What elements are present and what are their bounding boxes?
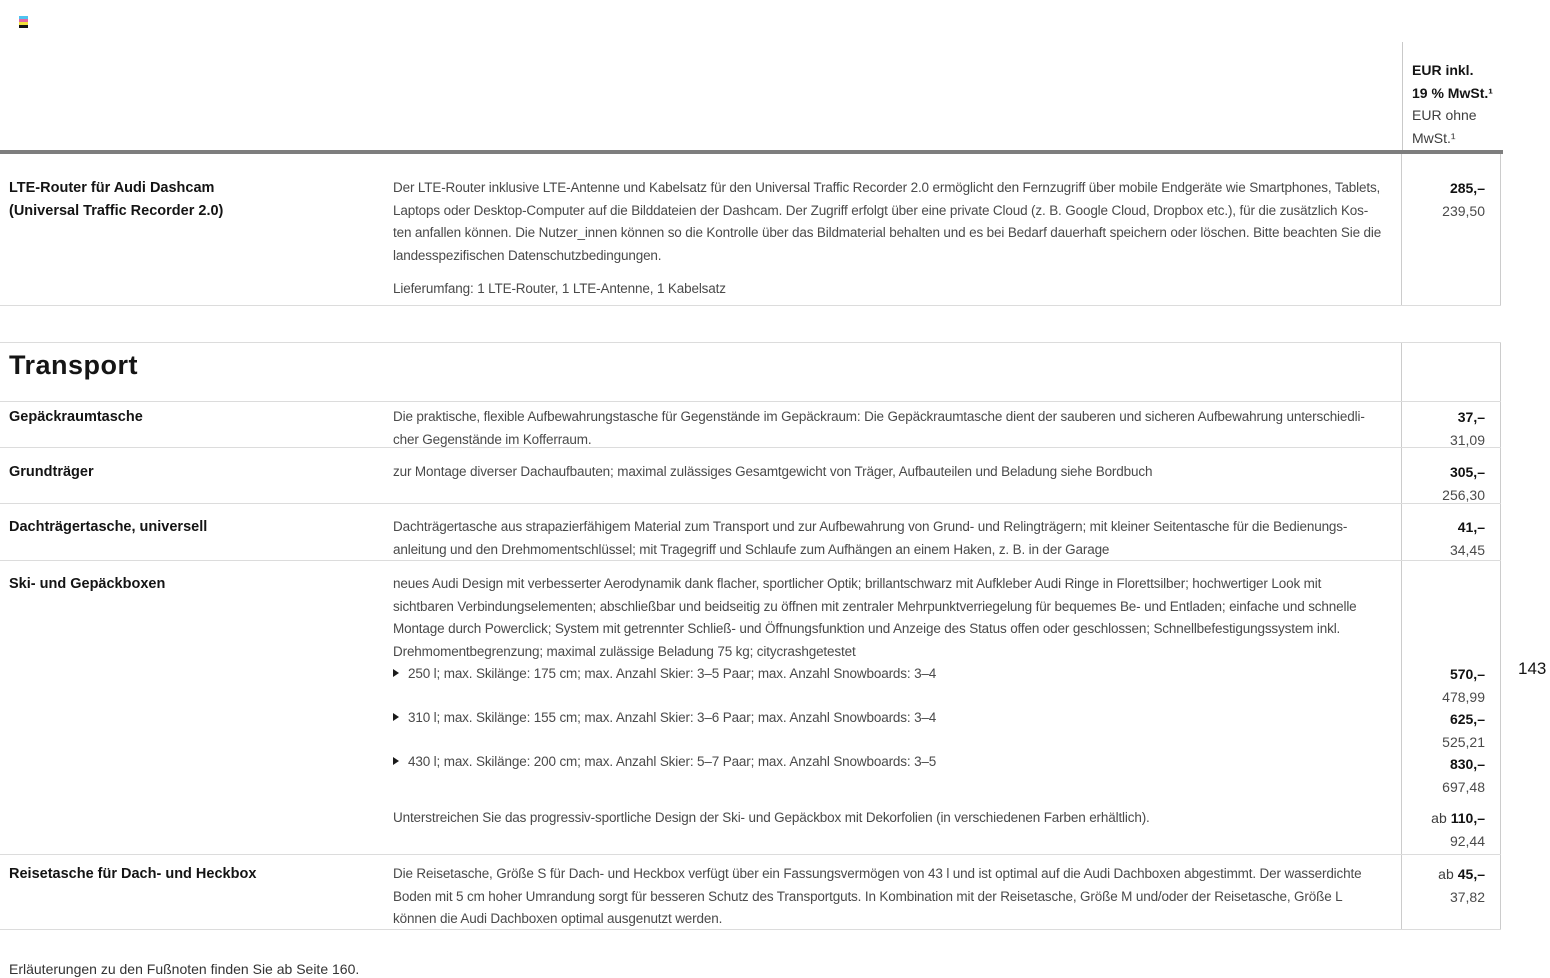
- price-incl-vat: ab 110,–: [1431, 810, 1485, 826]
- footnote-reference: Erläuterungen zu den Fußnoten finden Sie ab Seite 160.: [9, 961, 360, 977]
- price-incl-vat: 305,–: [1449, 464, 1485, 480]
- price-incl-vat: 41,–: [1457, 519, 1485, 535]
- column-divider: [1500, 448, 1501, 503]
- price-excl-vat: 31,09: [1449, 431, 1485, 448]
- product-row-reisetasche: [0, 855, 1501, 930]
- color-registration-icon: [19, 16, 28, 28]
- scope-of-delivery: Lieferumfang: 1 LTE-Router, 1 LTE-Antenne, 1 Kabelsatz: [393, 281, 726, 296]
- price-excl-vat: 37,82: [1449, 888, 1485, 905]
- product-title: Dachträgertasche, universell: [9, 519, 208, 535]
- bullet-triangle-icon: [393, 757, 399, 765]
- price-incl-vat: 625,–: [1449, 711, 1485, 727]
- column-divider: [1500, 504, 1501, 560]
- product-row-gepaeckraumtasche: [0, 402, 1501, 448]
- product-row-lte-router: [0, 154, 1501, 306]
- price-prefix: ab: [1431, 810, 1447, 826]
- column-divider: [1500, 561, 1501, 854]
- product-description: Dachträgertasche aus strapazierfähigem Material zum Transport und zur Aufbewahrung von Grund- und Relingträgern; mit kleiner Seitentasche für die Bedienungs- anleitung und den Drehmomentschlüssel; mit Tragegriff und Schlaufe zum Aufhängen an einem Haken, z. B. in der Garage: [393, 519, 1348, 557]
- vat-header-line: EUR ohne: [1412, 107, 1477, 123]
- product-row-grundtraeger: [0, 448, 1501, 504]
- product-description: [393, 573, 1400, 829]
- price-cell: [1402, 663, 1500, 852]
- section-heading-row: [0, 343, 1501, 402]
- vat-header-line: EUR inkl.: [1412, 62, 1474, 78]
- column-divider: [1500, 343, 1501, 401]
- column-divider: [1500, 154, 1501, 305]
- price-cell: [1402, 177, 1500, 222]
- description-lines: neues Audi Design mit verbesserter Aerodynamik dank flacher, sportlicher Optik; brillantschwarz mit Aufkleber Audi Ringe in Florettsilber; hochwertiger Look mit sichtbaren Verbindungselementen; abschließbar und beidseitig zu öffnen mit zentraler Mehrpunktverriegelung für bequemes Be- und Entladen; einfache und schnelle Montage durch Powerclick; System mit getrennter Schließ- und Öffnungsfunktion und Anzeige des Status offen oder geschlossen; Schnellbefestigungssystem inkl. Drehmomentbegrenzung; maximal zulässige Beladung 75 kg; citycrashgetestet: [393, 576, 1357, 659]
- price-excl-vat: 256,30: [1442, 486, 1485, 503]
- product-title: Ski- und Gepäckboxen: [9, 576, 166, 592]
- price-cell: [1402, 863, 1500, 908]
- price-cell: [1402, 516, 1500, 561]
- section-title: Transport: [9, 350, 139, 380]
- price-excl-vat: 34,45: [1449, 541, 1485, 558]
- price-incl-vat: 285,–: [1449, 180, 1485, 196]
- variant-item: [393, 663, 1400, 686]
- product-description: zur Montage diverser Dachaufbauten; maximal zulässiges Gesamtgewicht von Träger, Aufbauteilen und Beladung siehe Bordbuch: [393, 464, 1153, 479]
- variant-item: [393, 751, 1400, 774]
- price-excl-vat: 239,50: [1442, 202, 1485, 219]
- price-excl-vat: 525,21: [1442, 733, 1485, 750]
- price-incl-vat: 830,–: [1449, 756, 1485, 772]
- page-number: 143: [1518, 659, 1547, 678]
- price-incl-vat: 37,–: [1457, 409, 1485, 425]
- variant-item: [393, 707, 1400, 730]
- product-title: Reisetasche für Dach- und Heckbox: [9, 866, 257, 882]
- decor-foil-note: Unterstreichen Sie das progressiv-sportliche Design der Ski- und Gepäckbox mit Dekorfolien (in verschiedenen Farben erhältlich).: [393, 809, 1150, 825]
- product-description: Die Reisetasche, Größe S für Dach- und Heckbox verfügt über ein Fassungsvermögen von 43 l und ist optimal auf die Audi Dachboxen abgestimmt. Der wasserdichte Boden mit 5 cm hoher Umrandung sorgt für besseren Schutz des Transportguts. In Kombination mit der Reisetasche, Größe M und/oder der Reisetasche, Größe L können die Audi Dachboxen optimal ausgenutzt werden.: [393, 866, 1362, 926]
- variant-text: 430 l; max. Skilänge: 200 cm; max. Anzahl Skier: 5–7 Paar; max. Anzahl Snowboards: 3–5: [408, 754, 937, 769]
- product-row-ski-gepaeckboxen: [0, 561, 1501, 855]
- product-title: Gepäckraumtasche: [9, 409, 143, 425]
- vat-header-line: 19 % MwSt.¹: [1412, 84, 1493, 101]
- bullet-triangle-icon: [393, 713, 399, 721]
- product-title: Grundträger: [9, 464, 94, 480]
- product-description: [393, 177, 1400, 301]
- bullet-triangle-icon: [393, 669, 399, 677]
- price-excl-vat: 478,99: [1442, 688, 1485, 705]
- price-incl-vat: ab 45,–: [1438, 866, 1485, 882]
- variant-text: 250 l; max. Skilänge: 175 cm; max. Anzahl Skier: 3–5 Paar; max. Anzahl Snowboards: 3–4: [408, 666, 937, 681]
- product-title: LTE-Router für Audi Dashcam (Universal Traffic Recorder 2.0): [9, 180, 224, 219]
- column-divider: [1500, 855, 1501, 929]
- price-excl-vat: 697,48: [1442, 778, 1485, 795]
- column-divider: [1500, 402, 1501, 447]
- vat-header-line: MwSt.¹: [1412, 129, 1456, 146]
- price-prefix: ab: [1438, 866, 1454, 882]
- variant-text: 310 l; max. Skilänge: 155 cm; max. Anzahl Skier: 3–6 Paar; max. Anzahl Snowboards: 3–4: [408, 710, 937, 725]
- price-incl-vat: 570,–: [1449, 666, 1485, 682]
- description-lines: Der LTE-Router inklusive LTE-Antenne und Kabelsatz für den Universal Traffic Recorder 2.0 ermöglicht den Fernzugriff über mobile Endgeräte wie Smartphones, Tablets, Laptops oder Desktop-Computer auf die Bilddateien der Dashcam. Der Zugriff erfolgt über eine private Cloud (z. B. Google Cloud, Dropbox etc.), für die zusätzlich Kos- ten anfallen können. Die Nutzer_innen können so die Kontrolle über das Bildmaterial behalten und es bei Bedarf dauerhaft speichern oder löschen. Bitte beachten Sie die landesspezifischen Datenschutzbedingungen.: [393, 180, 1382, 263]
- product-row-dachtraegertasche: [0, 504, 1501, 561]
- vat-column-header: [1402, 42, 1500, 150]
- price-excl-vat: 92,44: [1449, 832, 1485, 849]
- column-divider: [1401, 343, 1402, 401]
- product-description: Die praktische, flexible Aufbewahrungstasche für Gegenstände im Gepäckraum: Die Gepäckraumtasche dient der sauberen und sicheren Aufbewahrung unterschiedli- cher Gegenstände im Kofferraum.: [393, 409, 1365, 447]
- price-cell: [1402, 406, 1500, 451]
- price-cell: [1402, 461, 1500, 506]
